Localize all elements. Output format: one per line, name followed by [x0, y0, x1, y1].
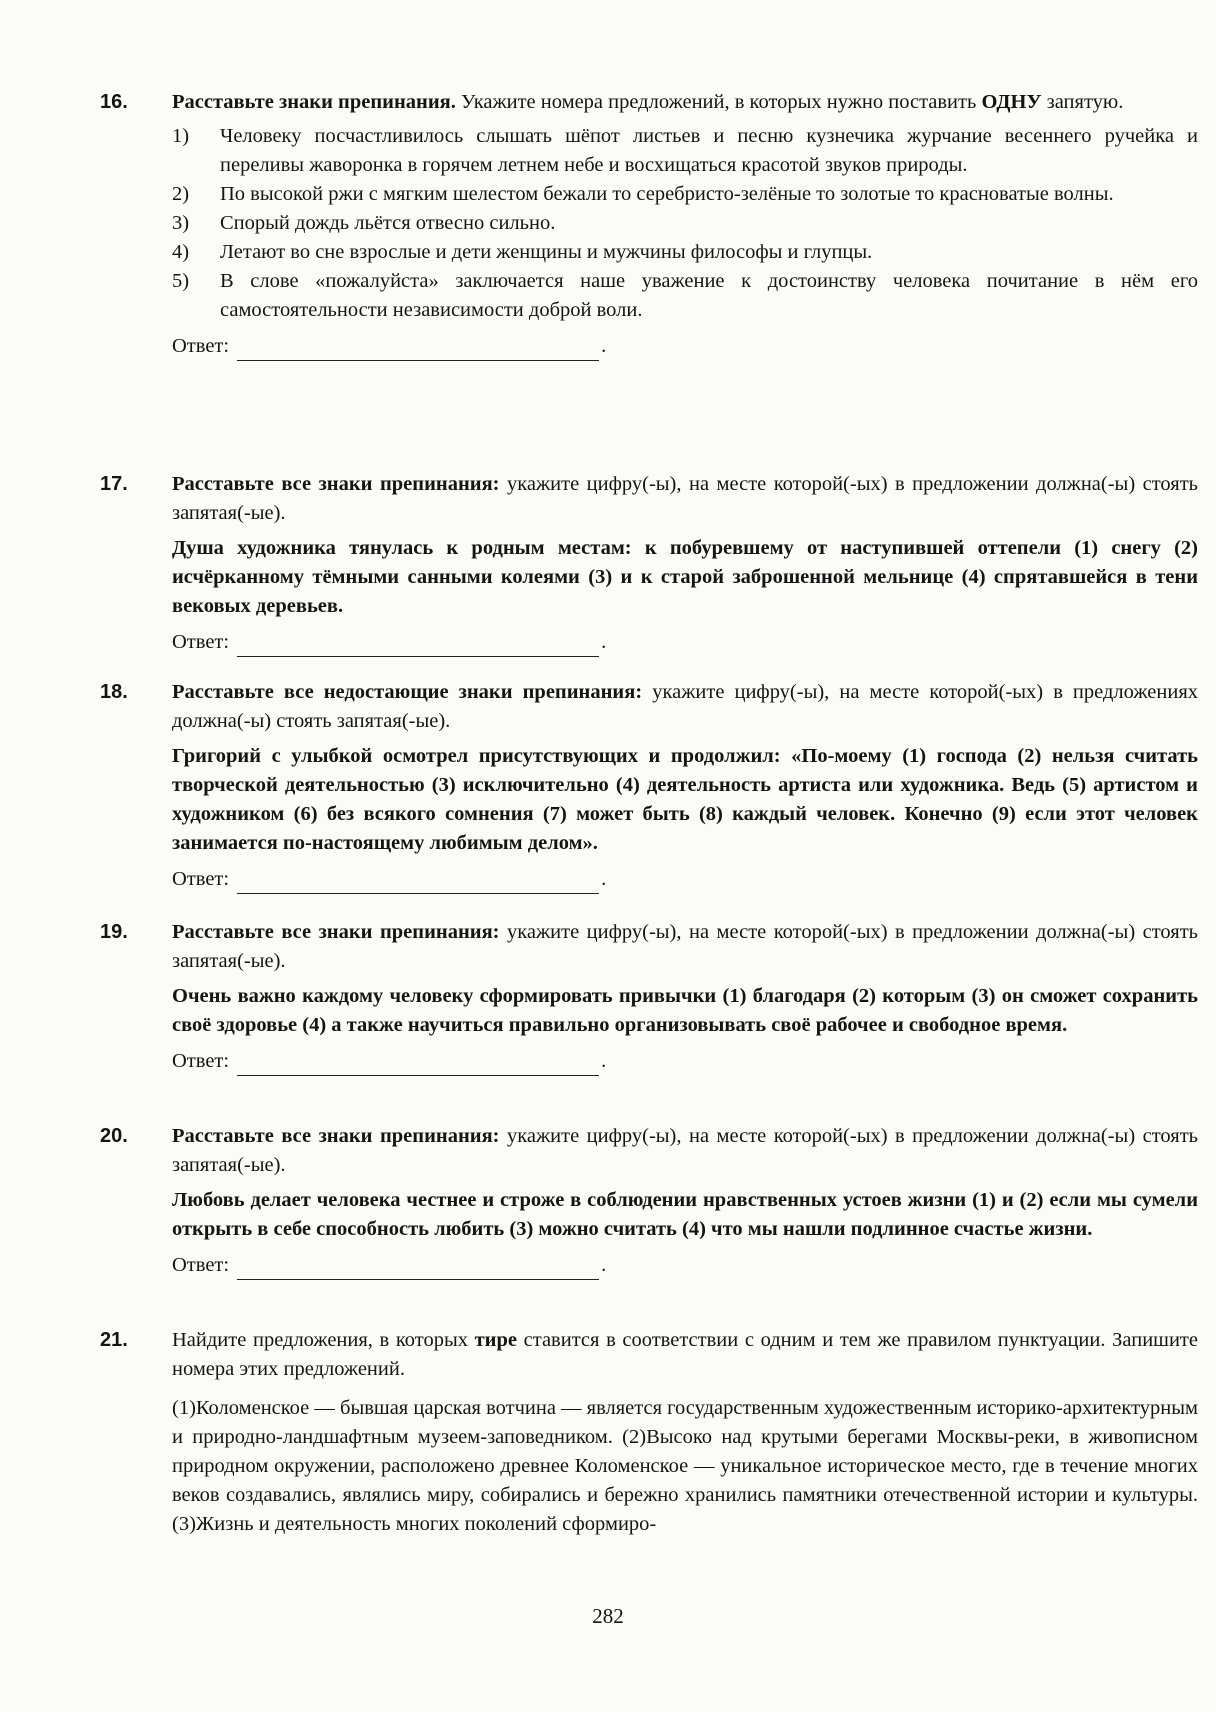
task-instruction: Найдите предложения, в которых тире ставится в соответствии с одним и тем же правилом пунктуации. Запишите номера этих предложений. — [172, 1329, 1198, 1380]
task-number: 21. — [100, 1329, 128, 1351]
task-number: 20. — [100, 1125, 128, 1147]
task-21 — [100, 1326, 1198, 1539]
answer-label: Ответ: — [172, 1254, 230, 1276]
answer-line[interactable]: Ответ: . — [172, 864, 1198, 894]
page-number: 282 — [592, 1604, 624, 1628]
answer-label: Ответ: — [172, 1050, 230, 1072]
answer-label: Ответ: — [172, 631, 230, 653]
answer-blank[interactable] — [237, 342, 599, 361]
list-item: 1) Человеку посчастливилось слышать шёпот листьев и песню кузнечика журчание весеннего ручейка и переливы жаворонка в горячем летнем небе и восхищаться красотой звуков природы. — [172, 125, 1198, 176]
answer-blank[interactable] — [237, 875, 599, 894]
answer-label: Ответ: — [172, 868, 230, 890]
task-number: 17. — [100, 473, 128, 495]
task-sentence: Григорий с улыбкой осмотрел присутствующих и продолжил: «По-моему (1) господа (2) нельзя считать творческой деятельностью (3) исключительно (4) деятельность артиста или художника. Ведь (5) артистом и художником (6) без всякого сомнения (7) может быть (8) каждый человек. Конечно (9) если этот человек занимается по-настоящему любимым делом». — [172, 745, 1198, 854]
task-instruction: Расставьте все знаки препинания: укажите цифру(-ы), на месте которой(-ых) в предложении должна(-ы) стоять запятая(-ые). — [172, 473, 1199, 524]
task-16 — [100, 88, 1198, 361]
list-item: 4) Летают во сне взрослые и дети женщины и мужчины философы и глупцы. — [172, 241, 873, 263]
task-instruction: Расставьте все недостающие знаки препинания: укажите цифру(-ы), на месте которой(-ых) в предложениях должна(-ы) стоять запятая(-ые). — [172, 681, 1198, 732]
answer-blank[interactable] — [237, 1261, 599, 1280]
task-instruction: Расставьте все знаки препинания: укажите цифру(-ы), на месте которой(-ых) в предложении должна(-ы) стоять запятая(-ые). — [172, 921, 1199, 972]
answer-label: Ответ: — [172, 335, 230, 357]
answer-line[interactable]: Ответ: . — [172, 331, 1198, 361]
task-passage: (1)Коломенское — бывшая царская вотчина — является государственным художественным историко-архитектурным и природно-ландшафтным музеем-заповедником. (2)Высоко над крутыми берегами Москвы-реки, в живописном природном окружении, расположено древнее Коломенское — уникальное историческое место, где в течение многих веков создавались, являлись миру, собирались и бережно хранились памятники отечественной истории и культуры. (3)Жизнь и деятельность многих поколений сформиро- — [172, 1397, 1198, 1535]
task-18 — [100, 678, 1198, 894]
list-item: 2) По высокой ржи с мягким шелестом бежали то серебристо-зелёные то золотые то красноватые волны. — [172, 183, 1114, 205]
task-number: 18. — [100, 681, 128, 703]
task-17 — [100, 470, 1198, 657]
answer-line[interactable]: Ответ: . — [172, 1250, 1198, 1280]
task-sentence: Очень важно каждому человеку сформировать привычки (1) благодаря (2) которым (3) он сможет сохранить своё здоровье (4) а также научиться правильно организовывать своё рабочее и свободное время. — [172, 985, 1198, 1036]
sentence-list — [172, 122, 1198, 325]
answer-blank[interactable] — [237, 638, 599, 657]
answer-line[interactable]: Ответ: . — [172, 1046, 1198, 1076]
list-item: 3) Спорый дождь льётся отвесно сильно. — [172, 212, 556, 234]
task-instruction: Расставьте знаки препинания. Укажите номера предложений, в которых нужно поставить ОДНУ запятую. — [172, 91, 1124, 113]
task-sentence: Душа художника тянулась к родным местам: к побуревшему от наступившей оттепели (1) снегу (2) исчёрканному тёмными санными колеями (3) и к старой заброшенной мельнице (4) спрятавшейся в тени вековых деревьев. — [172, 537, 1198, 617]
list-item: 5) В слове «пожалуйста» заключается наше уважение к достоинству человека почитание в нём его самостоятельности независимости доброй воли. — [172, 270, 1198, 321]
answer-blank[interactable] — [237, 1057, 599, 1076]
task-sentence: Любовь делает человека честнее и строже в соблюдении нравственных устоев жизни (1) и (2) если мы сумели открыть в себе способность любить (3) можно считать (4) что мы нашли подлинное счастье жизни. — [172, 1189, 1198, 1240]
task-number: 19. — [100, 921, 128, 943]
task-instruction: Расставьте все знаки препинания: укажите цифру(-ы), на месте которой(-ых) в предложении должна(-ы) стоять запятая(-ые). — [172, 1125, 1199, 1176]
task-19 — [100, 918, 1198, 1076]
task-number: 16. — [100, 91, 128, 113]
answer-line[interactable]: Ответ: . — [172, 627, 1198, 657]
task-20 — [100, 1122, 1198, 1280]
